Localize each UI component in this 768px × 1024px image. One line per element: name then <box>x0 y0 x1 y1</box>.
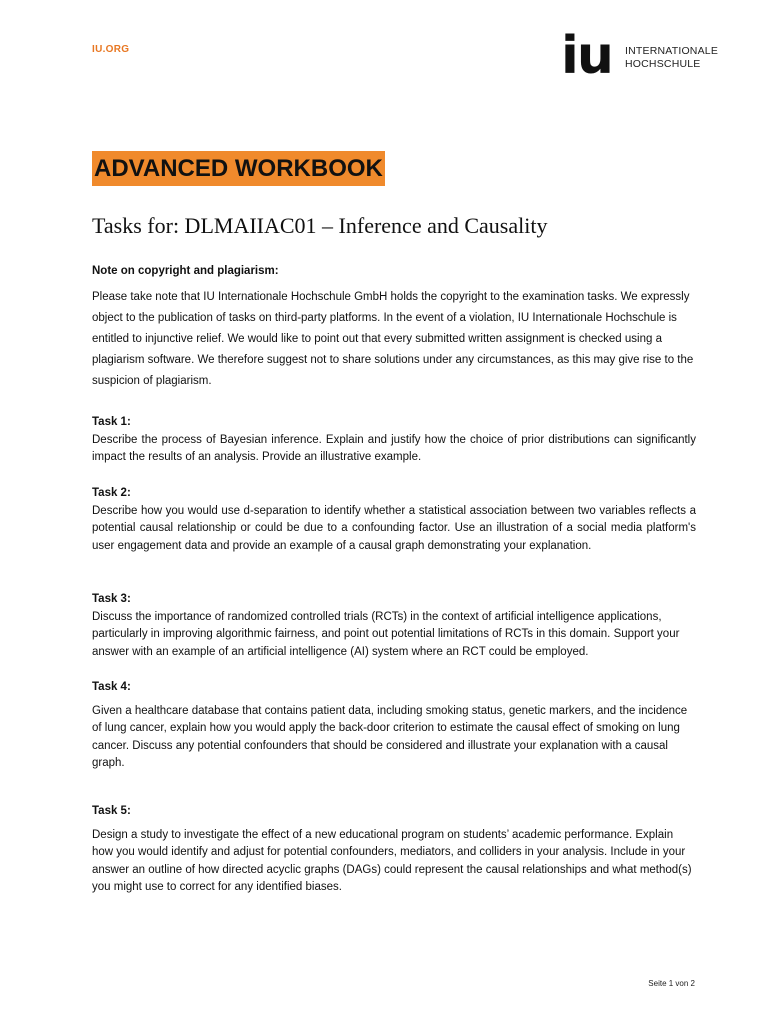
task-title: Task 1: <box>92 416 131 428</box>
iu-logo <box>561 26 721 86</box>
site-url[interactable]: IU.ORG <box>92 44 130 55</box>
logo-text <box>625 45 718 71</box>
page-number: Seite 1 von 2 <box>648 979 695 988</box>
page-subtitle: Tasks for: DLMAIIAC01 – Inference and Causality <box>92 213 548 238</box>
task-3 <box>92 591 696 661</box>
task-4 <box>92 679 696 773</box>
task-title: Task 2: <box>92 487 131 499</box>
task-5 <box>92 803 696 897</box>
task-title: Task 3: <box>92 593 131 605</box>
copyright-note-body: Please take note that IU Internationale Hochschule GmbH holds the copyright to the examination tasks. We expressly object to the publication of tasks on third-party platforms. In the event of a violation, IU Internationale Hochschule is entitled to injunctive relief. We would like to point out that every submitted written assignment is checked using a plagiarism software. We therefore suggest not to share solutions under any circumstances, as this may give rise to the suspicion of plagiarism. <box>92 291 694 387</box>
page-title: ADVANCED WORKBOOK <box>92 151 385 186</box>
task-body: Design a study to investigate the effect of a new educational program on students’ academic performance. Explain how you would identify and adjust for potential confounders, mediators, and colliders in your analysis. Include in your answer an outline of how directed acyclic graphs (DAGs) could represent the causal relationships and what method(s) you might use to correct for any identified biases. <box>92 828 692 893</box>
task-title: Task 4: <box>92 681 131 693</box>
logo-mark: iu <box>561 26 612 86</box>
task-title: Task 5: <box>92 805 131 817</box>
task-2 <box>92 485 696 555</box>
task-body: Discuss the importance of randomized controlled trials (RCTs) in the context of artificial intelligence applications, particularly in improving algorithmic fairness, and point out potential limitations of RCTs in this domain. Support your answer with an example of an artificial intelligence (AI) system where an RCT could be employed. <box>92 610 680 658</box>
task-body: Given a healthcare database that contains patient data, including smoking status, genetic markers, and the incidence of lung cancer, explain how you would apply the back-door criterion to estimate the causal effect of smoking on lung cancer. Discuss any potential confounders that should be considered and illustrate your explanation with a causal graph. <box>92 704 688 769</box>
task-1 <box>92 414 696 467</box>
copyright-note-title: Note on copyright and plagiarism: <box>92 265 279 277</box>
logo-line-2: HOCHSCHULE <box>625 58 701 70</box>
logo-line-1: INTERNATIONALE <box>625 45 719 57</box>
task-body: Describe how you would use d-separation to identify whether a statistical association between two variables reflects a potential causal relationship or could be due to a confounding factor. Use an illustration of a social media platform's user engagement data and provide an example of a causal graph demonstrating your explanation. <box>92 504 696 552</box>
task-body: Describe the process of Bayesian inference. Explain and justify how the choice of prior distributions can significantly impact the results of an analysis. Provide an illustrative example. <box>92 433 696 463</box>
